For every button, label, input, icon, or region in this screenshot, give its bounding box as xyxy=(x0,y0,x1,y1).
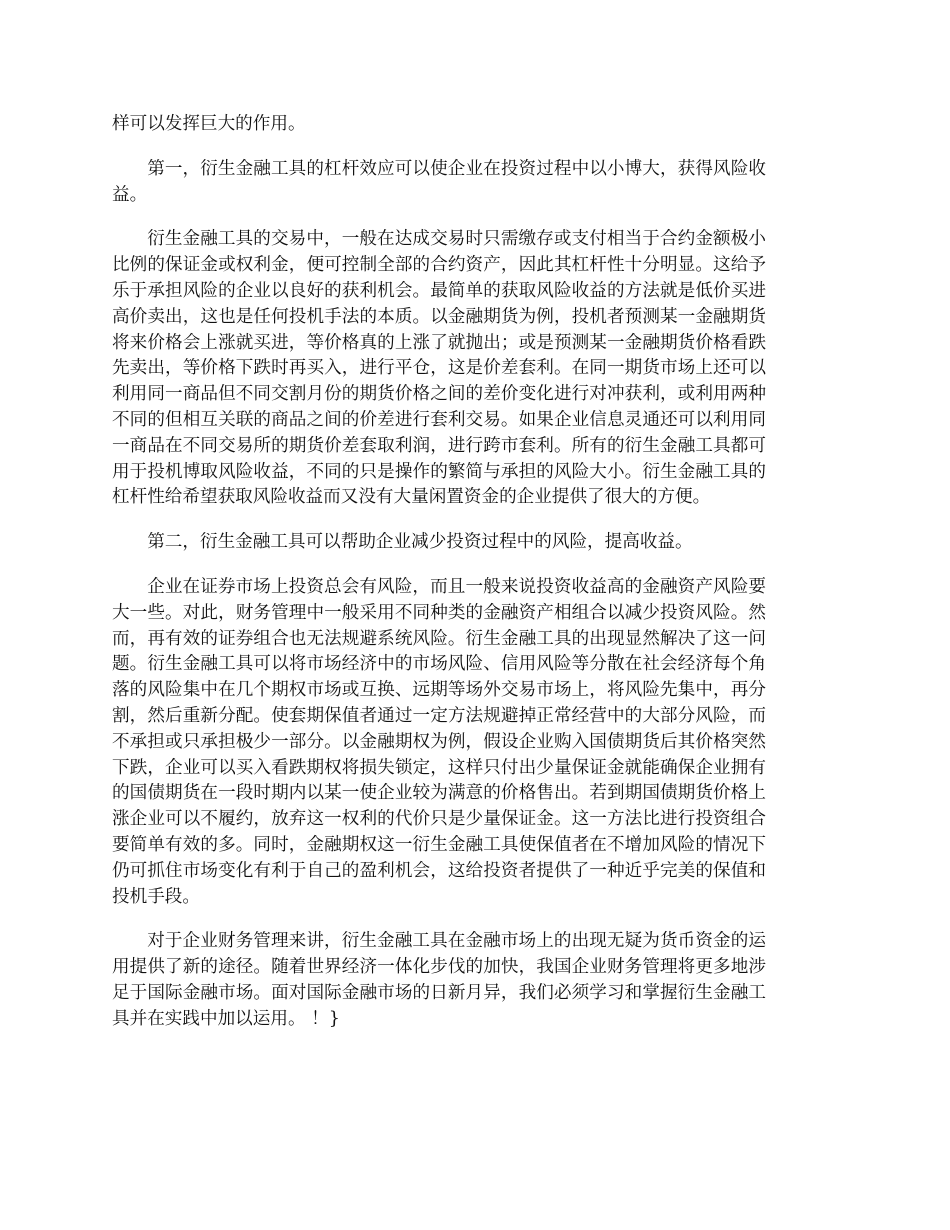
document-page xyxy=(112,112,766,1033)
paragraph-1: 样可以发挥巨大的作用。 xyxy=(112,114,306,134)
paragraph-4: 第二，衍生金融工具可以帮助企业减少投资过程中的风险，提高收益。 xyxy=(147,532,693,553)
paragraph-5: 企业在证券市场上投资总会有风险，而且一般来说投资收益高的金融资产风险要大一些。对此，财务管理中一般采用不同种类的金融资产相组合以减少投资风险。然而，再有效的证券组合也无法规避系统风险。衍生金融工具的出现显然解决了这一问题。衍生金融工具可以将市场经济中的市场风险、信用风险等分散在社会经济每个角落的风险集中在几个期权市场或互换、远期等场外交易市场上，将风险先集中，再分割，然后重新分配。使套期保值者通过一定方法规避掉正常经营中的大部分风险，而不承担或只承担极少一部分。以金融期权为例，假设企业购入国债期货后其价格突然下跌，企业可以买入看跌期权将损失锁定，这样只付出少量保证金就能确保企业拥有的国债期货在一段时期内以某一使企业较为满意的价格售出。若到期国债期货价格上涨企业可以不履约，放弃这一权利的代价只是少量保证金。这一方法比进行投资组合要简单有效的多。同时，金融期权这一衍生金融工具使保值者在不增加风险的情况下仍可抓住市场变化有利于自己的盈利机会，这给投资者提供了一种近乎完美的保值和投机手段。 xyxy=(112,576,766,907)
paragraph-3: 衍生金融工具的交易中，一般在达成交易时只需缴存或支付相当于合约金额极小比例的保证金或权利金，便可控制全部的合约资产，因此其杠杆性十分明显。这给予乐于承担风险的企业以良好的获利机会。最简单的获取风险收益的方法就是低价买进高价卖出，这也是任何投机手法的本质。以金融期货为例，投机者预测某一金融期货将来价格会上涨就买进，等价格真的上涨了就抛出；或是预测某一金融期货价格看跌先卖出，等价格下跌时再买入，进行平仓，这是价差套利。在同一期货市场上还可以利用同一商品但不同交割月份的期货价格之间的差价变化进行对冲获利，或利用两种不同的但相互关联的商品之间的价差进行套利交易。如果企业信息灵通还可以利用同一商品在不同交易所的期货价差套取利润，进行跨市套利。所有的衍生金融工具都可用于投机博取风险收益，不同的只是操作的繁简与承担的风险大小。衍生金融工具的杠杆性给希望获取风险收益而又没有大量闲置资金的企业提供了很大的方便。 xyxy=(112,229,766,508)
paragraph-6: 对于企业财务管理来讲，衍生金融工具在金融市场上的出现无疑为货币资金的运用提供了新的途径。随着世界经济一体化步伐的加快，我国企业财务管理将更多地涉足于国际金融市场。面对国际金融市场的日新月异，我们必须学习和掌握衍生金融工具并在实践中加以运用。 ！} xyxy=(112,931,766,1029)
paragraph-2: 第一，衍生金融工具的杠杆效应可以使企业在投资过程中以小博大，获得风险收益。 xyxy=(112,158,766,205)
